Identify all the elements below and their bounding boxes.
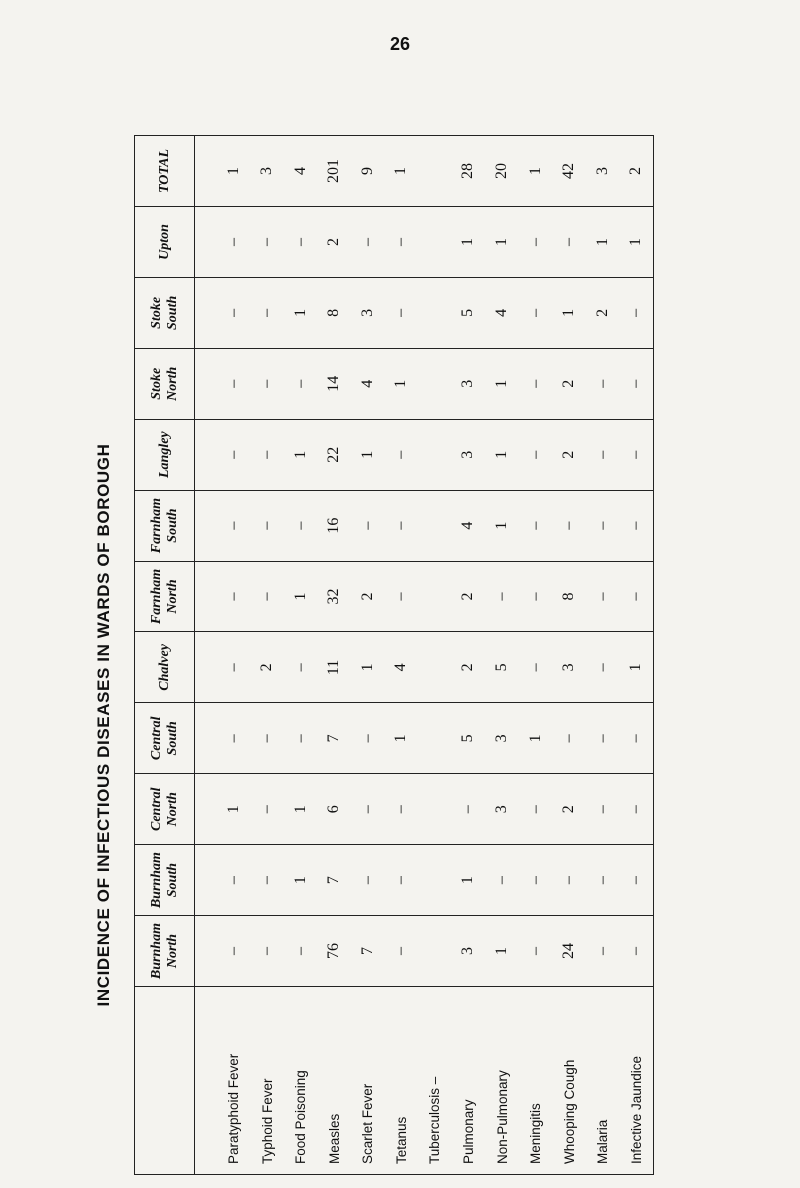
table-cell: – [217, 561, 251, 632]
table-cell: 7 [351, 916, 385, 987]
table-row [351, 136, 385, 1175]
table-cell: – [284, 348, 318, 419]
table-cell: – [284, 916, 318, 987]
table-cell: – [250, 561, 284, 632]
table-cell [418, 136, 452, 207]
table-cell: 24 [552, 916, 586, 987]
table-cell: 1 [619, 207, 653, 278]
table-cell: – [217, 632, 251, 703]
table-cell: 1 [485, 916, 519, 987]
table-row [619, 136, 653, 1175]
table-cell: 201 [318, 136, 352, 207]
table-cell: – [452, 774, 486, 845]
table-cell: 2 [586, 277, 620, 348]
table-cell: 3 [485, 774, 519, 845]
table-cell: 11 [318, 632, 352, 703]
table-cell: – [250, 774, 284, 845]
column-header: Burnham North [135, 916, 195, 987]
table-cell: – [385, 561, 419, 632]
table-cell: 1 [619, 632, 653, 703]
table-cell: – [351, 845, 385, 916]
header-row [135, 136, 195, 1175]
table-cell [418, 490, 452, 561]
table-cell: 4 [284, 136, 318, 207]
table-cell: – [619, 277, 653, 348]
table-cell: – [619, 490, 653, 561]
disease-ward-table [134, 135, 654, 1175]
table-cell: 28 [452, 136, 486, 207]
table-cell: – [586, 632, 620, 703]
table-row [485, 136, 519, 1175]
table-cell: – [217, 703, 251, 774]
table-row [284, 136, 318, 1175]
row-label: Scarlet Fever [351, 986, 385, 1174]
table-cell: 1 [452, 845, 486, 916]
table-cell: 42 [552, 136, 586, 207]
table-cell: 1 [351, 632, 385, 703]
table-cell: 5 [452, 703, 486, 774]
table-cell: 1 [385, 703, 419, 774]
table-cell: 1 [217, 136, 251, 207]
table-title-text: INCIDENCE OF INFECTIOUS DISEASES IN WARDS OF BOROUGH [94, 443, 113, 1007]
table-cell: 1 [519, 136, 553, 207]
table-cell: – [217, 348, 251, 419]
table-cell: – [250, 207, 284, 278]
table-cell [418, 774, 452, 845]
table-cell: 3 [452, 419, 486, 490]
table-cell: 2 [351, 561, 385, 632]
table-cell: – [250, 916, 284, 987]
table-cell: – [619, 703, 653, 774]
table-row [250, 136, 284, 1175]
table-cell: 6 [318, 774, 352, 845]
table-cell [418, 419, 452, 490]
table-cell: 2 [250, 632, 284, 703]
table-cell: – [519, 774, 553, 845]
table-cell: 3 [452, 348, 486, 419]
column-header: Central South [135, 703, 195, 774]
table-cell: – [485, 845, 519, 916]
rotated-table-wrapper [134, 135, 654, 1175]
table-cell: – [351, 207, 385, 278]
table-cell [418, 348, 452, 419]
table-cell: – [284, 207, 318, 278]
table-cell: – [284, 490, 318, 561]
row-label: Food Poisoning [284, 986, 318, 1174]
row-label: Pulmonary [452, 986, 486, 1174]
table-cell: 7 [318, 703, 352, 774]
column-header: Central North [135, 774, 195, 845]
table-cell: 76 [318, 916, 352, 987]
table-cell: – [351, 774, 385, 845]
table-row [552, 136, 586, 1175]
table-cell: – [619, 561, 653, 632]
table-cell [418, 703, 452, 774]
table-cell: – [619, 419, 653, 490]
table-cell: 1 [485, 490, 519, 561]
row-label: Infective Jaundice [619, 986, 653, 1174]
row-label: Paratyphoid Fever [217, 986, 251, 1174]
table-cell: – [284, 703, 318, 774]
table-cell: – [519, 561, 553, 632]
table-cell: – [351, 490, 385, 561]
table-cell: – [586, 845, 620, 916]
table-cell: 1 [284, 845, 318, 916]
table-cell: 3 [485, 703, 519, 774]
column-header: Langley [135, 419, 195, 490]
table-row [418, 136, 452, 1175]
table-cell: – [519, 845, 553, 916]
table-cell: – [552, 703, 586, 774]
row-label: Typhoid Fever [250, 986, 284, 1174]
table-cell: 1 [485, 207, 519, 278]
table-cell: 1 [385, 348, 419, 419]
table-cell: – [250, 277, 284, 348]
table-cell: – [385, 277, 419, 348]
column-header: Burnham South [135, 845, 195, 916]
table-cell: 1 [552, 277, 586, 348]
table-row [318, 136, 352, 1175]
row-label: Non-Pulmonary [485, 986, 519, 1174]
header-corner [135, 986, 195, 1174]
table-cell: 1 [485, 419, 519, 490]
table-cell: 1 [586, 207, 620, 278]
table-cell: 1 [351, 419, 385, 490]
table-cell: – [619, 916, 653, 987]
table-row [586, 136, 620, 1175]
table-cell: – [586, 703, 620, 774]
table-cell: 1 [385, 136, 419, 207]
table-cell: 2 [552, 419, 586, 490]
table-cell: – [250, 490, 284, 561]
row-label: Malaria [586, 986, 620, 1174]
column-header: Farnham South [135, 490, 195, 561]
table-cell [418, 561, 452, 632]
table-title [84, 385, 124, 1065]
table-cell: – [519, 490, 553, 561]
table-cell: – [586, 774, 620, 845]
table-cell: 1 [284, 419, 318, 490]
column-header: TOTAL [135, 136, 195, 207]
column-header: Farnham North [135, 561, 195, 632]
row-label: Measles [318, 986, 352, 1174]
table-cell: – [385, 845, 419, 916]
table-row [385, 136, 419, 1175]
table-cell: – [586, 348, 620, 419]
table-cell: 2 [619, 136, 653, 207]
row-label: Tetanus [385, 986, 419, 1174]
table-cell: – [217, 845, 251, 916]
table-cell: – [385, 207, 419, 278]
table-cell: 14 [318, 348, 352, 419]
table-body [195, 136, 654, 1175]
table-cell: 3 [452, 916, 486, 987]
table-cell: 20 [485, 136, 519, 207]
table-cell: 1 [284, 561, 318, 632]
table-cell [418, 632, 452, 703]
table-cell: 4 [385, 632, 419, 703]
table-cell: 2 [552, 348, 586, 419]
table-cell [418, 845, 452, 916]
table-row [519, 136, 553, 1175]
table-cell: 3 [351, 277, 385, 348]
table-cell: – [552, 845, 586, 916]
table-row [217, 136, 251, 1175]
table-row [452, 136, 486, 1175]
table-cell: – [217, 207, 251, 278]
table-cell: – [586, 561, 620, 632]
table-cell: 2 [318, 207, 352, 278]
table-cell: – [284, 632, 318, 703]
table-cell [418, 916, 452, 987]
table-cell: 8 [318, 277, 352, 348]
table-cell: 32 [318, 561, 352, 632]
table-cell [418, 277, 452, 348]
table-cell: – [385, 774, 419, 845]
table-cell: 9 [351, 136, 385, 207]
table-cell: – [519, 207, 553, 278]
table-cell: 2 [452, 632, 486, 703]
table-cell: 1 [519, 703, 553, 774]
table-cell: 4 [452, 490, 486, 561]
table-cell: – [619, 845, 653, 916]
table-cell: 3 [586, 136, 620, 207]
table-cell: – [250, 845, 284, 916]
table-cell: – [250, 703, 284, 774]
table-cell: – [385, 916, 419, 987]
table-cell: – [519, 348, 553, 419]
table-cell: – [586, 490, 620, 561]
table-cell: 8 [552, 561, 586, 632]
table-cell: – [250, 419, 284, 490]
table-cell: – [351, 703, 385, 774]
table-cell: – [217, 916, 251, 987]
table-cell: 1 [217, 774, 251, 845]
table-cell: 3 [552, 632, 586, 703]
row-label: Tuberculosis – [418, 986, 452, 1174]
column-header: Stoke North [135, 348, 195, 419]
column-header: Chalvey [135, 632, 195, 703]
table-cell: 2 [452, 561, 486, 632]
table-cell: – [519, 277, 553, 348]
table-cell: 2 [552, 774, 586, 845]
table-cell: 5 [452, 277, 486, 348]
table-cell: – [217, 277, 251, 348]
table-cell: – [586, 916, 620, 987]
column-header: Upton [135, 207, 195, 278]
table-cell: – [586, 419, 620, 490]
table-cell: 16 [318, 490, 352, 561]
page-number: 26 [389, 34, 411, 54]
row-label: Whooping Cough [552, 986, 586, 1174]
table-cell: – [552, 490, 586, 561]
table-cell: – [217, 490, 251, 561]
table-cell: – [385, 490, 419, 561]
table-cell: – [385, 419, 419, 490]
row-label: Meningitis [519, 986, 553, 1174]
table-cell: 4 [485, 277, 519, 348]
table-cell: 5 [485, 632, 519, 703]
table-cell: – [619, 348, 653, 419]
table-cell: 22 [318, 419, 352, 490]
table-cell: – [485, 561, 519, 632]
table-cell: – [217, 419, 251, 490]
table-cell [418, 207, 452, 278]
table-cell: – [519, 632, 553, 703]
table-cell: 1 [452, 207, 486, 278]
table-cell: 3 [250, 136, 284, 207]
table-cell: 1 [485, 348, 519, 419]
table-cell: 4 [351, 348, 385, 419]
table-cell: – [519, 916, 553, 987]
table-cell: – [619, 774, 653, 845]
table-cell: – [552, 207, 586, 278]
table-cell: – [519, 419, 553, 490]
column-header: Stoke South [135, 277, 195, 348]
table-cell: – [250, 348, 284, 419]
table-cell: 1 [284, 277, 318, 348]
table-cell: 1 [284, 774, 318, 845]
table-cell: 7 [318, 845, 352, 916]
